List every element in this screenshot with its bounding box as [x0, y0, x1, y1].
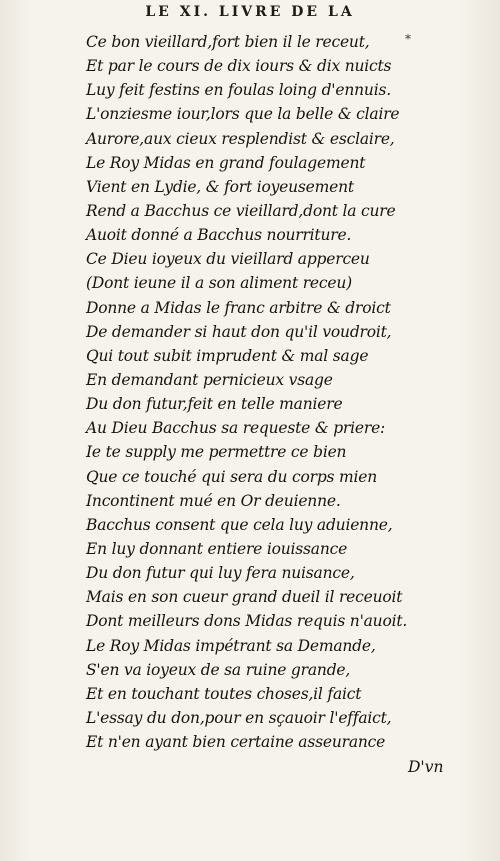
verse-line: L'onziesme iour,lors que la belle & claire — [86, 105, 400, 124]
verse-line: Rend a Bacchus ce vieillard,dont la cure — [86, 201, 396, 220]
verse-line: S'en va ioyeux de sa ruine grande, — [86, 660, 351, 679]
verse-line: L'essay du don,pour en sçauoir l'effaict, — [86, 708, 392, 727]
verse-line: Et n'en ayant bien certaine asseurance — [86, 733, 386, 752]
verse-line: Et en touchant toutes choses,il faict — [86, 684, 362, 703]
verse-line: Et par le cours de dix iours & dix nuicts — [86, 57, 392, 76]
verse-line: Qui tout subit imprudent & mal sage — [86, 346, 369, 365]
verse-line: Auoit donné a Bacchus nourriture. — [86, 226, 352, 245]
verse-line: Le Roy Midas en grand foulagement — [86, 153, 366, 172]
verse-line: Donne a Midas le franc arbitre & droict — [86, 298, 391, 317]
verse-list — [86, 30, 466, 754]
margin-mark: * — [405, 32, 411, 46]
verse-line: Luy feit festins en foulas loing d'ennuis. — [86, 81, 391, 100]
running-head: LE XI. LIVRE DE LA — [145, 4, 355, 20]
verse-line: De demander si haut don qu'il voudroit, — [86, 322, 392, 341]
verse-line: Au Dieu Bacchus sa requeste & priere: — [86, 419, 386, 438]
verse-line: Bacchus consent que cela luy aduienne, — [86, 515, 393, 534]
verse-line: Du don futur,feit en telle maniere — [86, 395, 343, 414]
verse-line: (Dont ieune il a son aliment receu) — [86, 274, 352, 293]
catchword: D'vn — [408, 758, 444, 776]
verse-line: En demandant pernicieux vsage — [86, 370, 333, 389]
verse-line: Que ce touché qui sera du corps mien — [86, 467, 378, 486]
verse-line: Ce bon vieillard,fort bien il le receut, — [86, 33, 370, 51]
verse-line: Aurore,aux cieux resplendist & esclaire, — [86, 129, 395, 148]
verse-line: En luy donnant entiere iouissance — [86, 539, 348, 558]
verse-line: Ce Dieu ioyeux du vieillard apperceu — [86, 250, 370, 269]
verse-line: Incontinent mué en Or deuienne. — [86, 491, 341, 510]
verse-line: Du don futur qui luy fera nuisance, — [86, 564, 355, 583]
verse-line: Ie te supply me permettre ce bien — [86, 443, 347, 462]
verse-line: Dont meilleurs dons Midas requis n'auoit. — [86, 612, 408, 631]
verse-line: Mais en son cueur grand dueil il receuoit — [86, 588, 403, 607]
verse-line: Vient en Lydie, & fort ioyeusement — [86, 177, 354, 196]
verse-line: Le Roy Midas impétrant sa Demande, — [86, 636, 376, 655]
